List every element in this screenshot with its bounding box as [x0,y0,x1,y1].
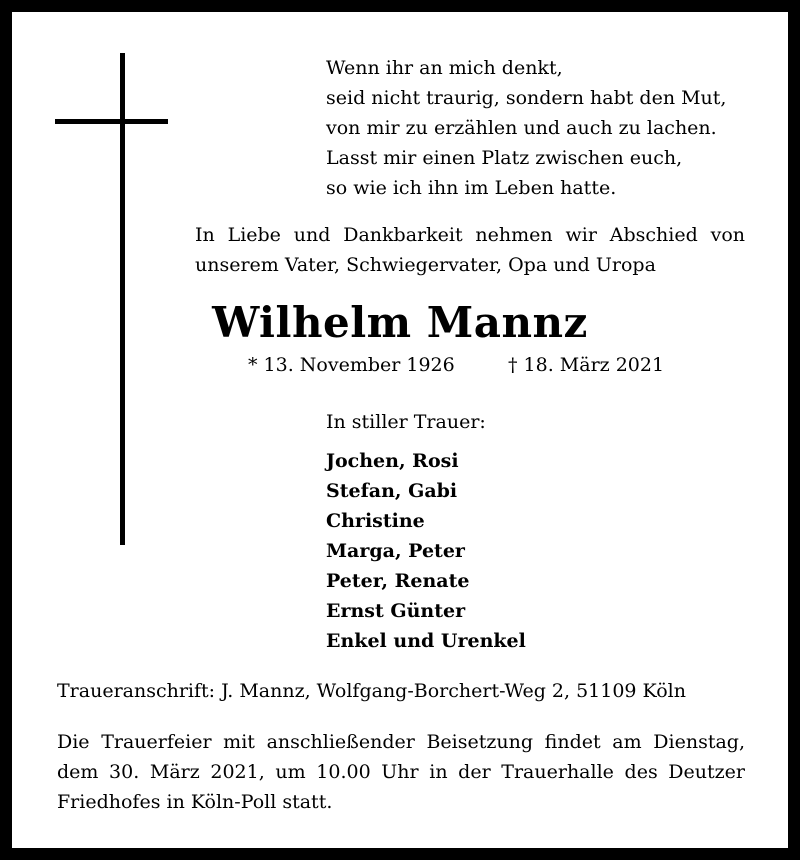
poem-line: Wenn ihr an mich denkt, [326,57,563,79]
poem-line: Lasst mir einen Platz zwischen euch, [326,147,683,169]
mourner-item: Marga, Peter [326,540,465,562]
mourning-address: Traueranschrift: J. Mannz, Wolfgang-Borchert-Weg 2, 51109 Köln [57,680,686,702]
poem-line: von mir zu erzählen und auch zu lachen. [326,117,717,139]
mourner-item: Ernst Günter [326,600,466,622]
mourner-item: Jochen, Rosi [326,450,459,472]
birth-date: * 13. November 1926 [248,354,455,376]
farewell-intro: In Liebe und Dankbarkeit nehmen wir Abschied von unserem Vater, Schwiegervater, Opa und Uropa [195,224,745,276]
death-date: † 18. März 2021 [508,354,665,376]
poem [326,53,776,203]
mourner-item: Peter, Renate [326,570,470,592]
mourner-item: Stefan, Gabi [326,480,458,502]
ceremony-info: Die Trauerfeier mit anschließender Beisetzung findet am Dienstag, dem 30. März 2021, um 10.00 Uhr in der Trauerhalle des Deutzer Friedhofes in Köln-Poll statt. [57,731,745,813]
poem-line: seid nicht traurig, sondern habt den Mut, [326,87,727,109]
mourner-item: Christine [326,510,425,532]
cross-horizontal-bar [55,119,168,124]
poem-line: so wie ich ihn im Leben hatte. [326,177,617,199]
mourners-list [326,446,526,656]
mourning-label: In stiller Trauer: [326,411,486,433]
deceased-name: Wilhelm Mannz [212,298,588,347]
mourner-item: Enkel und Urenkel [326,630,526,652]
